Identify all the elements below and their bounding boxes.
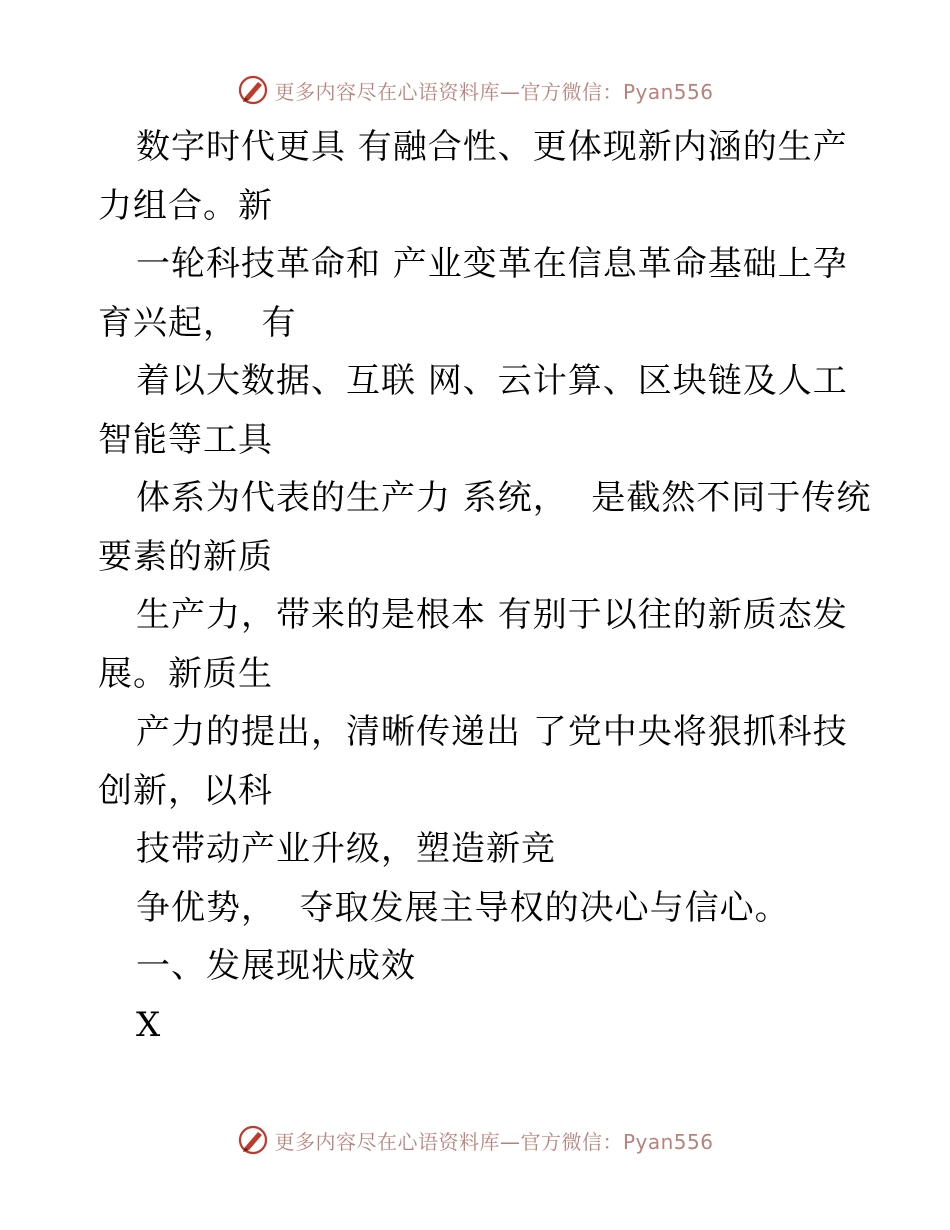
paragraph-line: 产力的提出，清晰传递出 了党中央将狠抓科技 [136, 712, 848, 752]
document-body [98, 118, 872, 1054]
paragraph-line: 争优势， 夺取发展主导权的决心与信心。 [136, 887, 790, 928]
paragraph-line: 一轮科技革命和 产业变革在信息革命基础上孕 [136, 244, 848, 284]
paragraph-line: 技带动产业升级，塑造新竞 [136, 829, 556, 869]
paragraph-line: 生产力，带来的是根本 有别于以往的新质态发 [136, 595, 848, 635]
brush-pen-logo-icon [236, 1123, 270, 1157]
paragraph-line: 体系为代表的生产力 系统， 是截然不同于传统 [136, 478, 872, 518]
paragraph-line: 着以大数据、互联 网、云计算、区块链及人工 [136, 361, 848, 401]
paragraph-line: 数字时代更具 有融合性、更体现新内涵的生产 [136, 127, 848, 167]
paragraph-line: 创新，以科 [98, 770, 273, 811]
paragraph-line: 智能等工具 [98, 419, 273, 460]
section-heading: 一、发展现状成效 [136, 946, 416, 986]
paragraph-line: 力组合。新 [98, 185, 273, 226]
watermark-text: 更多内容尽在心语资料库—官方微信：Pyan556 [274, 1129, 714, 1154]
watermark-text: 更多内容尽在心语资料库—官方微信：Pyan556 [274, 79, 714, 104]
paragraph-line: 要素的新质 [98, 536, 273, 577]
paragraph-line: 育兴起， 有 [98, 302, 297, 343]
paragraph-line: 展。新质生 [98, 653, 273, 694]
paragraph-line: X [136, 1004, 162, 1045]
brush-pen-logo-icon [236, 73, 270, 107]
header-watermark-banner [0, 70, 950, 110]
footer-watermark-banner [0, 1120, 950, 1160]
